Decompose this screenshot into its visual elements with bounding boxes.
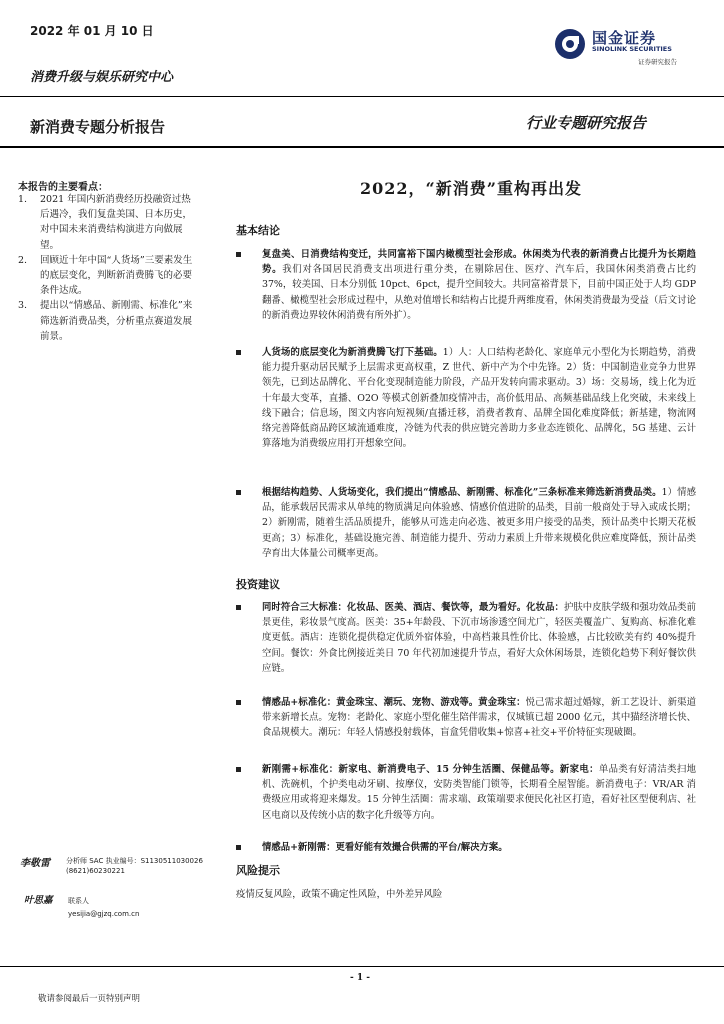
bullet-marker: [236, 252, 241, 257]
bullet-marker: [236, 767, 241, 772]
invest-bullet: 情感品+新刚需：更看好能有效撮合供需的平台/解决方案。: [236, 840, 696, 855]
bullet-marker: [236, 845, 241, 850]
author-1-role: 分析师 SAC 执业编号：S1130511030026: [66, 857, 203, 865]
section-heading-invest: 投资建议: [236, 578, 280, 591]
author-2-role: 联系人: [68, 897, 89, 905]
author-2-info: [68, 895, 139, 921]
bullet-marker: [236, 605, 241, 610]
report-date: 2022 年 01 月 10 日: [30, 24, 154, 38]
invest-bullet: 新刚需+标准化：新家电、新消费电子、15 分钟生活圈、保健品等。新家电：单品类有好清洁类扫地机、洗碗机，个护类电动牙刷、按摩仪，安防类智能门锁等，长期看全屋智能。新消费电子：VR/AR 消费级应用或将迎来爆发。15 分钟生活圈：需求端、政策端要求便民化社区打造，看好社区型便利店、社区电商以及传统小店的数字化升级等方向。: [236, 762, 696, 823]
basic-bullet: 人货场的底层变化为新消费腾飞打下基础。1）人：人口结构老龄化、家庭单元小型化为长期趋势，消费能力提升驱动居民赋予上层需求更高权重，Z 世代、新中产为个中先锋。2）货：中国制造业竞争力世界领先，已到达品牌化、平台化变现制造能力阶段，产品开发转向需求驱动。3）场：交易场，线上化为近十年最大变革，直播、O2O 等模式创新叠加疫情冲击，高价低用品、高频基础品线上化突破，未来线上线下融合；信息场，图文内容向短视频/直播迁移，消费者教育、品牌全国化难度降低；新基建，物流网络完善降低商品跨区域流通难度，冷链为代表的供应链完善助力多业态连锁化、品牌化，5G 基建、云计算落地为消费级应用打开想象空间。: [236, 345, 696, 451]
footer-divider: [0, 966, 724, 967]
header-divider: [0, 96, 724, 97]
logo-subtitle: 证券研究报告: [638, 58, 677, 66]
section-heading-risk: 风险提示: [236, 864, 280, 877]
logo-text-en: SINOLINK SECURITIES: [592, 45, 672, 53]
risk-text: 疫情反复风险，政策不确定性风险，中外差异风险: [236, 889, 443, 900]
section-heading-basic: 基本结论: [236, 224, 280, 237]
title-divider: [0, 146, 724, 148]
author-2-email[interactable]: yesijia@gjzq.com.cn: [68, 910, 140, 918]
bullet-marker: [236, 700, 241, 705]
author-1-name: 李敬雷: [20, 858, 50, 869]
main-title: 2022，“新消费”重构再出发: [360, 179, 582, 198]
basic-bullet: 根据结构趋势、人货场变化，我们提出“情感品、新刚需、标准化”三条标准来筛选新消费品类。1）情感品，能承载居民需求从单纯的物质满足向体验感、情感价值进阶的品类，目前一般商处于导入或成长期；2）新刚需，随着生活品质提升，能够从可选走向必选、被更多用户接受的品类，预计品类中长期天花板更高；3）标准化，基础设施完善、制造能力提升、劳动力素质上升带来规模化供应难度降低，预计品类孕育出大体量公司概率更高。: [236, 485, 696, 561]
bullet-marker: [236, 350, 241, 355]
sinolink-logo-icon: [552, 26, 588, 62]
logo-text-cn: 国金证券: [592, 29, 657, 47]
author-1-phone: (8621)60230221: [66, 867, 125, 875]
highlights-title: 本报告的主要看点：: [18, 182, 108, 193]
report-type: 行业专题研究报告: [526, 114, 647, 132]
report-name: 新消费专题分析报告: [30, 118, 166, 136]
highlight-item: 3. 提出以“情感品、新刚需、标准化”来筛选新消费品类，分析重点赛道发展前景。: [18, 300, 193, 342]
bullet-marker: [236, 490, 241, 495]
page-number: - 1 -: [350, 973, 370, 983]
author-2-name: 叶思嘉: [24, 895, 53, 906]
basic-bullet: 复盘美、日消费结构变迁，共同富裕下国内橄榄型社会形成。休闲类为代表的新消费占比提升为长期趋势。我们对各国居民消费支出项进行重分类，在剔除居住、医疗、汽车后，我国休闲类消费占比约 37%，较美国、日本分别低 10pct、6pct，提升空间较大。共同富裕背景下，目前中国正处于人均 GDP 翻番、橄榄型社会形成过程中，从绝对值增长和结构占比提升两维度看，休闲类消费最为受益（后文讨论的新消费边界较休闲消费有所外扩）。: [236, 247, 696, 323]
footer-disclaimer: 敬请参阅最后一页特别声明: [38, 994, 141, 1004]
highlight-item: 2. 回顾近十年中国“人货场”三要素发生的底层变化，判断新消费腾飞的必要条件达成。: [18, 254, 193, 297]
author-1-info: [66, 856, 203, 876]
research-center: 消费升级与娱乐研究中心: [30, 70, 174, 85]
invest-bullet: 同时符合三大标准：化妆品、医美、酒店、餐饮等，最为看好。化妆品：护肤中皮肤学级和强功效品类前景更佳，彩妆景气度高。医美：35+年龄段、下沉市场渗透空间尤广，轻医美覆盖广、复购高、标准化难度更低。酒店：连锁化提供稳定优质外宿体验，中高档兼具性价比、体验感，占比较欧美有约 40%提升空间。餐饮：外食比例接近美日 70 年代初加速提升节点，看好大众休闲场景，连锁化趋势下利好餐饮供应链。: [236, 600, 696, 676]
highlights-list: [18, 192, 196, 344]
highlight-item: 1. 2021 年国内新消费经历投融资过热后遇冷，我们复盘美国、日本历史，对中国未来消费结构演进方向做展望。: [18, 194, 193, 251]
invest-bullet: 情感品+标准化：黄金珠宝、潮玩、宠物、游戏等。黄金珠宝：悦己需求超过婚嫁，新工艺设计、新渠道带来新增长点。宠物：老龄化、家庭小型化催生陪伴需求，仅城镇已超 2000 亿元，其中猫经济增长快、食品规模大。潮玩：年轻人情感投射载体，盲盒凭借收集+惊喜+社交+平价特征实现破圈。: [236, 695, 696, 741]
